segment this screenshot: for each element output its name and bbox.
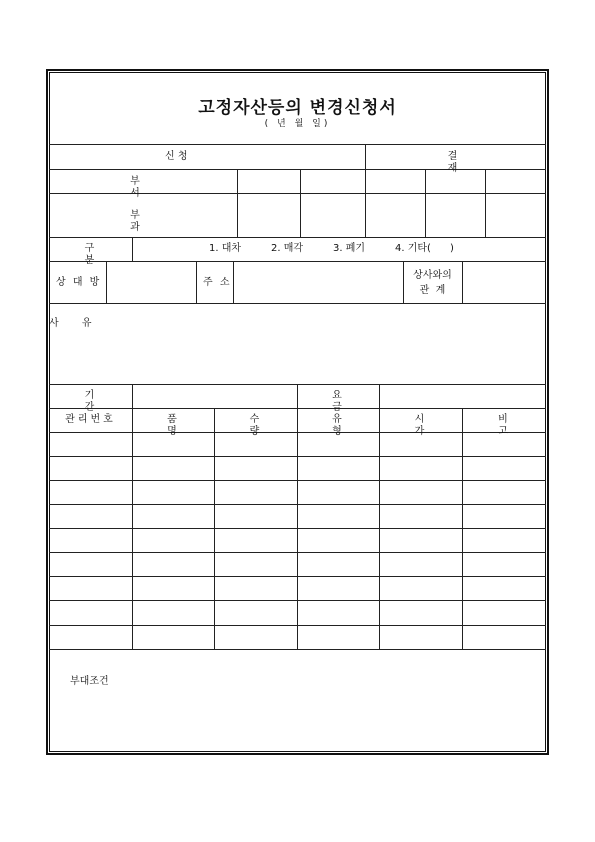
document-date: ( 년 월 일) [264,119,331,129]
fee-label: 요 금 [332,390,376,413]
column-item-name: 품 명 [167,414,211,437]
divider-period [132,384,133,408]
divider-table-column [462,408,463,649]
period-label: 기 간 [84,390,129,413]
divider-category [132,237,133,261]
column-remarks: 비 고 [498,414,542,437]
option-disposal: 3. 폐기 [333,243,366,254]
conditions-label: 부대조건 [70,676,109,687]
option-sale: 2. 매각 [271,243,304,254]
divider-counterparty [106,261,107,303]
column-quantity: 수 량 [249,414,294,437]
divider-table-column [297,408,298,649]
relation-label-line1: 상사와의 [413,270,452,281]
divider-cell [300,169,301,237]
rule-title-bottom [49,144,546,145]
column-type: 유 형 [332,414,376,437]
divider-cell [237,169,238,237]
address-label: 주 소 [203,277,232,288]
divider-counterparty [196,261,197,303]
column-market-price: 시 가 [414,414,459,437]
relation-label-line2: 관 계 [419,285,446,296]
rule-counterparty-bottom [49,303,546,304]
divider-cell [485,169,486,237]
rule-table-bottom [49,649,546,650]
approval-label: 결 재 [447,151,524,174]
column-management-number: 관리번호 [65,414,116,425]
divider-table-column [132,408,133,649]
divider-counterparty [233,261,234,303]
option-lease: 1. 대차 [209,243,242,254]
reason-label: 사 유 [49,318,102,329]
divider-period [379,384,380,408]
department-label: 부 서 [130,176,196,199]
divider-counterparty [462,261,463,303]
application-label: 신 청 [165,151,188,162]
divider-table-column [379,408,380,649]
section-label: 부 과 [130,210,196,233]
counterparty-label: 상 대 방 [56,277,102,288]
option-other: 4. 기타( ) [395,243,454,254]
document-title: 고정자산등의 변경신청서 [198,98,397,118]
divider-table-column [214,408,215,649]
divider-cell [425,169,426,237]
category-label: 구 분 [84,243,119,266]
rule-section-bottom [49,237,546,238]
